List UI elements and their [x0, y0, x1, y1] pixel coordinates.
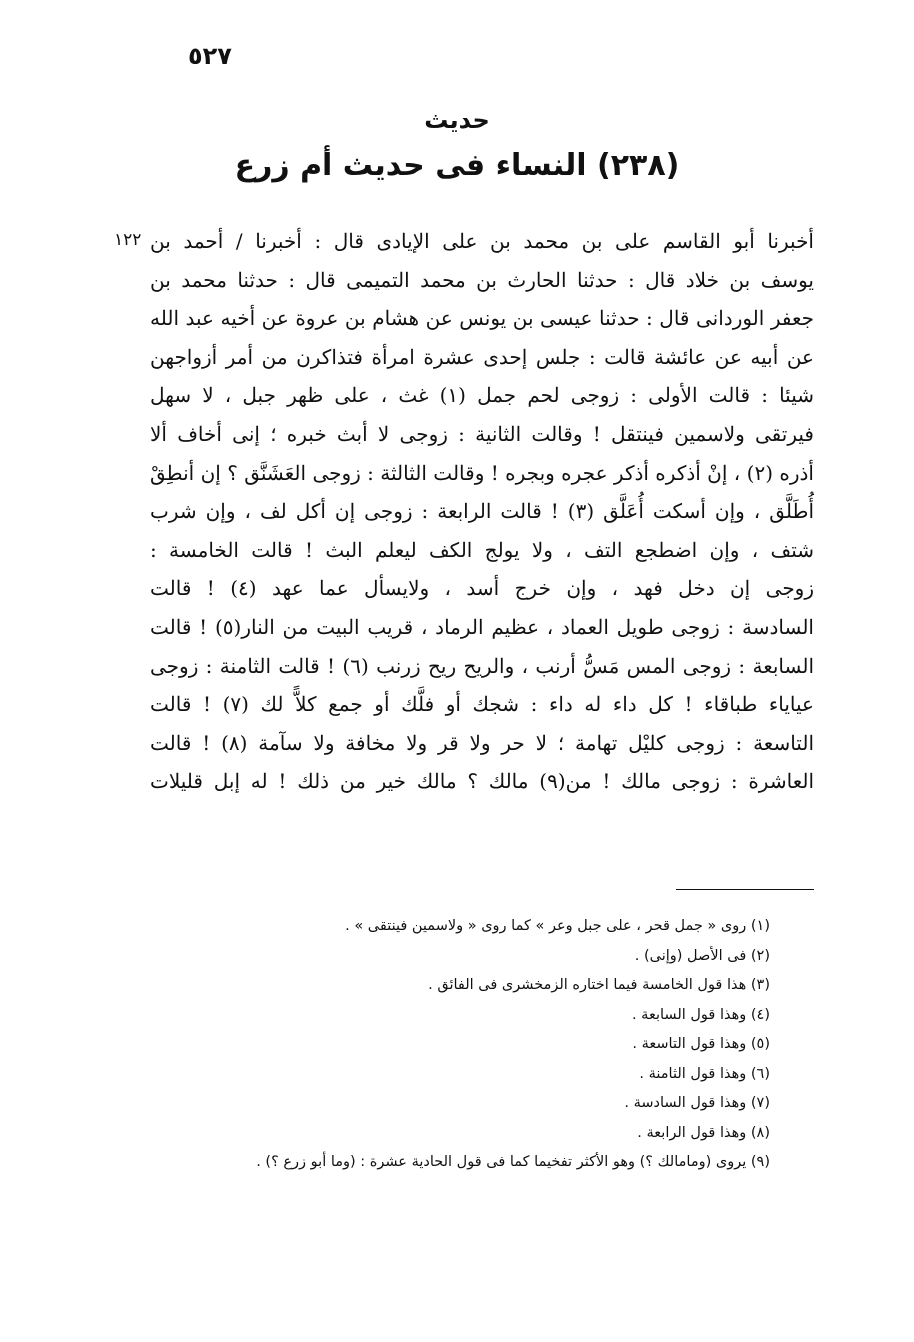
footnote: (٥) وهذا قول التاسعة . — [632, 1036, 770, 1052]
body-line: السادسة : زوجى طويل العماد ، عظيم الرماد ، قريب البيت من النار(٥) ! قالت — [150, 614, 814, 639]
body-line: أُطَلَّق ، وإن أسكت أُعَلَّق (٣) ! قالت الرابعة : زوجى إن أكل لف ، وإن شرب — [150, 499, 814, 524]
body-line: التاسعة : زوجى كليْل تهامة ؛ لا حر ولا قر ولا مخافة ولا سآمة (٨) ! قالت — [150, 730, 814, 755]
page-number: ٥٢٧ — [188, 42, 232, 70]
footnote: (٢) فى الأصل (وإنى) . — [634, 947, 770, 964]
body-line: عياياء طباقاء ! كل داء له داء : شجك أو فلَّك أو جمع كلاًّ لك (٧) ! قالت — [150, 692, 814, 717]
section-heading: حديث — [424, 106, 490, 134]
footnote: (٩) يروى (ومامالك ؟) وهو الأكثر تفخيما كما فى قول الحادية عشرة : (وما أبو زرع ؟) . — [256, 1154, 770, 1170]
footnote: (١) روى « جمل قحر ، على جبل وعر » كما روى « ولاسمين فينتقى » . — [345, 918, 770, 934]
body-line: شتف ، وإن اضطجع التف ، ولا يولج الكف ليعلم البث ! قالت الخامسة : — [150, 537, 814, 562]
body-line: أذره (٢) ، إنْ أذكره أذكر عجره وبجره ! وقالت الثالثة : زوجى العَشَنَّق ؟ إن أنطِقْ — [150, 460, 814, 485]
footnote: (٨) وهذا قول الرابعة . — [637, 1124, 770, 1141]
body-line: فيرتقى ولاسمين فينتقل ! وقالت الثانية : زوجى لا أبث خبره ؛ إنى أخاف ألا — [150, 421, 814, 446]
footnote: (٦) وهذا قول الثامنة . — [639, 1065, 770, 1082]
footnote: (٤) وهذا قول السابعة . — [631, 1006, 770, 1023]
body-line: أخبرنا أبو القاسم على بن محمد بن على الإيادى قال : أخبرنا / أحمد بن — [150, 229, 814, 253]
body-line: زوجى إن دخل فهد ، وإن خرج أسد ، ولايسأل عما عهد (٤) ! قالت — [150, 576, 814, 601]
body-line: جعفر الوردانى قال : حدثنا عيسى بن يونس عن هشام بن عروة عن أخيه عبد الله — [150, 306, 814, 331]
body-line: عن أبيه عن عائشة قالت : جلس إحدى عشرة امرأة فتذاكرن من أمر أزواجهن — [150, 344, 814, 369]
body-line: العاشرة : زوجى مالك ! من(٩) مالك ؟ مالك خير من ذلك ! له إبل قليلات — [150, 769, 814, 794]
footnote: (٣) هذا قول الخامسة فيما اختاره الزمخشرى فى الفائق . — [428, 977, 770, 993]
footnotes — [150, 912, 770, 1178]
body-line: السابعة : زوجى المس مَسُّ أرنب ، والريح ريح زرنب (٦) ! قالت الثامنة : زوجى — [150, 653, 814, 678]
chapter-title: (٢٣٨) النساء فى حديث أم زرع — [234, 148, 680, 183]
footnote: (٧) وهذا قول السادسة . — [624, 1095, 770, 1111]
body-line: يوسف بن خلاد قال : حدثنا الحارث بن محمد التميمى قال : حدثنا محمد بن — [150, 267, 814, 292]
body-text — [150, 222, 814, 801]
body-line: شيئا : قالت الأولى : زوجى لحم جمل (١) غث ، على ظهر جبل ، لا سهل — [150, 383, 814, 408]
footnote-divider — [676, 889, 814, 890]
margin-reference-number: ١٢٢ — [114, 230, 142, 250]
